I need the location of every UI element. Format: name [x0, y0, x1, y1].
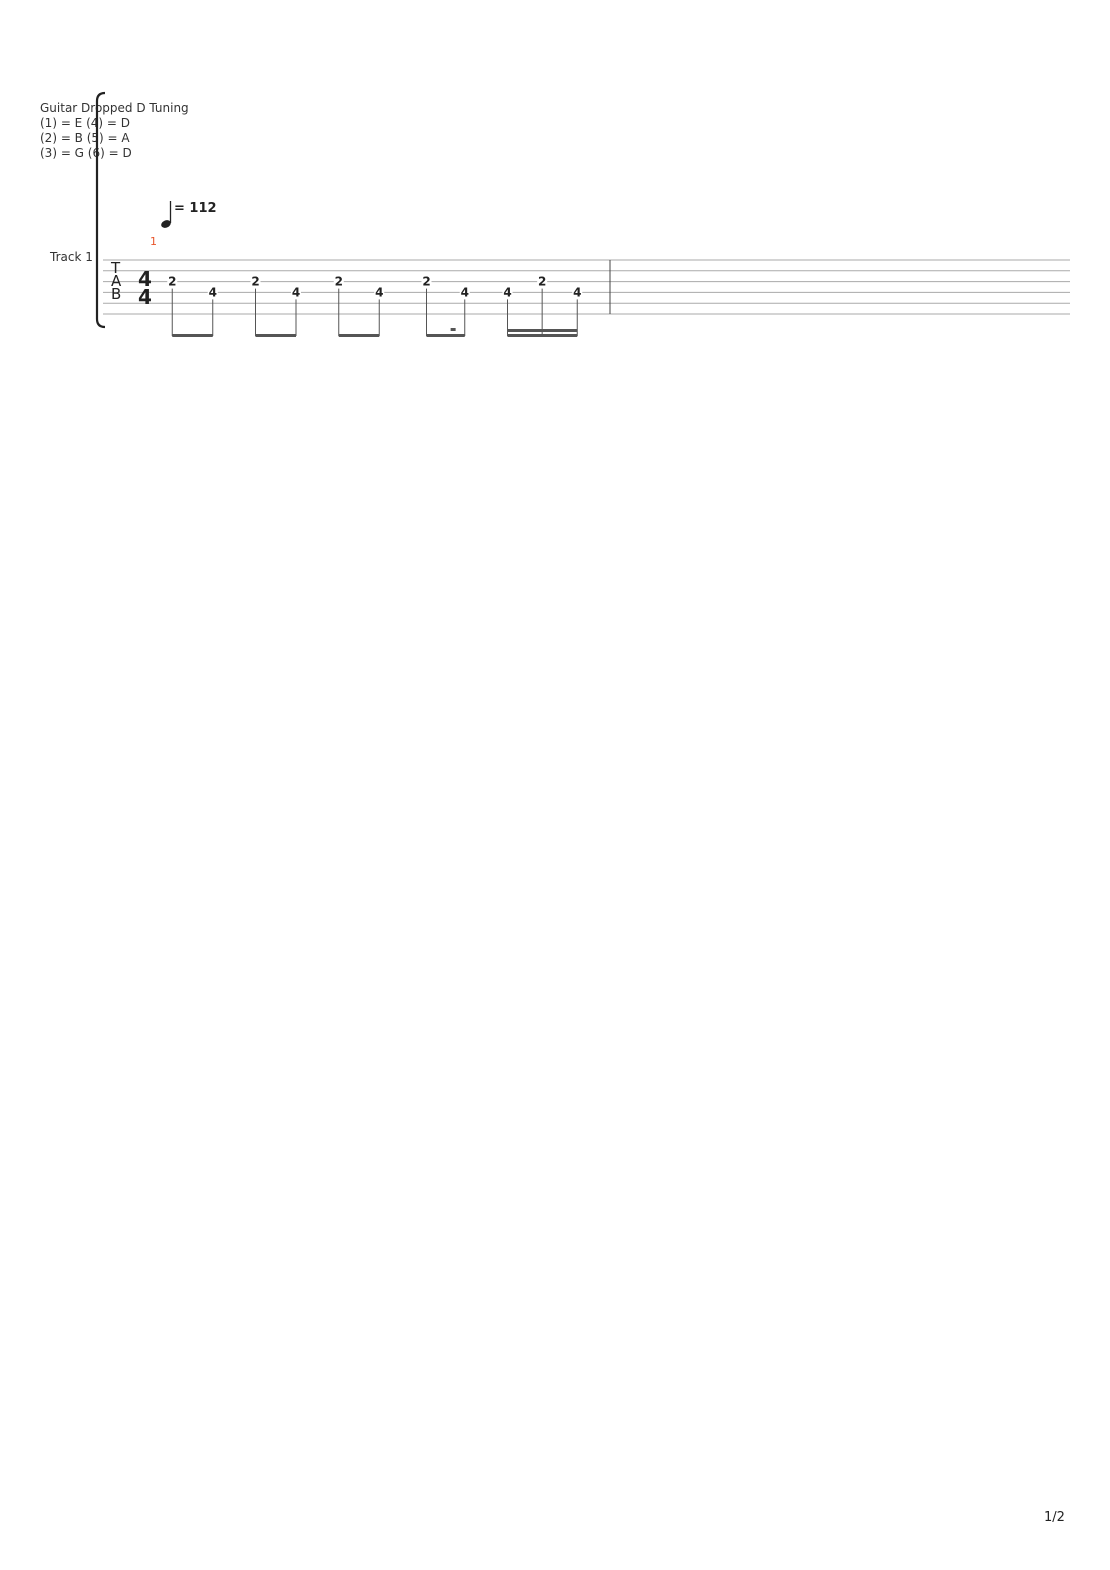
tab-system: [97, 93, 1070, 337]
beam: [256, 334, 297, 337]
fret-number: 4: [291, 285, 301, 300]
tuning-line: (2) = B (5) = A: [40, 131, 130, 145]
beam: [508, 334, 578, 337]
fret-number: 4: [460, 285, 469, 300]
beam: [427, 334, 465, 337]
time-signature-bottom: 4: [138, 285, 152, 309]
tuning-line: (1) = E (4) = D: [40, 116, 130, 130]
fret-number: 4: [375, 285, 384, 300]
measure-number: 1: [150, 235, 157, 248]
fret-number: 2: [334, 274, 343, 289]
fret-number: 2: [251, 274, 260, 289]
tab-clef-letter: A: [111, 272, 122, 290]
fret-number: 4: [503, 285, 512, 300]
page-number: 1/2: [1044, 1510, 1065, 1525]
beam: [508, 329, 578, 332]
tempo-value: = 112: [174, 201, 217, 216]
beam: [172, 334, 213, 337]
fret-number: 4: [208, 285, 217, 300]
fret-number: 2: [537, 274, 547, 289]
tuning-line: (3) = G (6) = D: [40, 146, 132, 160]
time-signature-top: 4: [138, 267, 152, 291]
fret-number: 2: [168, 274, 177, 289]
tab-clef-letter: T: [111, 259, 121, 277]
track-label: Track 1: [50, 250, 93, 264]
fret-number: 2: [422, 274, 431, 289]
tab-clef-letter: B: [111, 285, 122, 303]
dot-mark: [451, 328, 456, 331]
beam: [339, 334, 380, 337]
fret-number: 4: [573, 285, 582, 300]
tuning-title: Guitar Dropped D Tuning: [40, 101, 189, 115]
